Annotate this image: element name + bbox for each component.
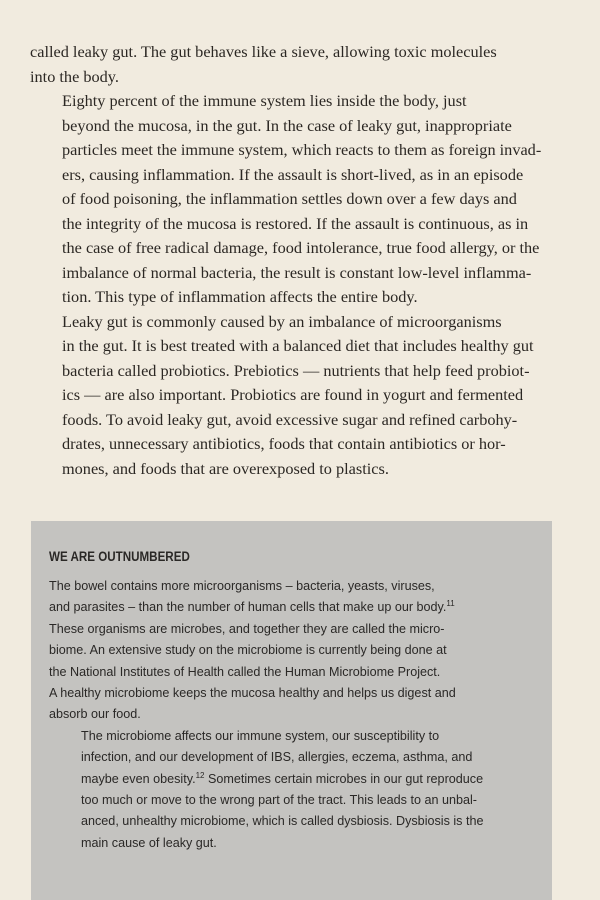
text-line: beyond the mucosa, in the gut. In the case of leaky gut, inappropriate [62, 115, 512, 135]
sidebar-title: WE ARE OUTNUMBERED [49, 549, 190, 564]
text-line: the integrity of the mucosa is restored. If the assault is continuous, as in [62, 213, 529, 233]
text-line: The bowel contains more microorganisms – bacteria, yeasts, viruses, [49, 579, 435, 593]
text-line: The microbiome affects our immune system, our susceptibility to [81, 728, 440, 743]
text-line: absorb our food. [49, 707, 141, 722]
text-line: of food poisoning, the inflammation settles down over a few days and [62, 189, 517, 208]
sidebar-text [49, 576, 534, 854]
text-line-content: maybe even obesity. [81, 771, 196, 786]
sidebar-paragraph-2 [49, 726, 534, 854]
text-line [49, 769, 534, 790]
text-line: imbalance of normal bacteria, the result is constant low-level inflamma- [62, 262, 532, 282]
paragraph-3 [30, 310, 552, 482]
text-line: the case of free radical damage, food intolerance, true food allergy, or the [62, 238, 540, 257]
text-line: Eighty percent of the immune system lies inside the body, just [62, 91, 467, 110]
text-line: Leaky gut is commonly caused by an imbalance of microorganisms [62, 311, 502, 331]
sidebar-box [31, 521, 552, 900]
text-line: foods. To avoid leaky gut, avoid excessive sugar and refined carbohy- [62, 409, 518, 429]
text-line [49, 597, 534, 618]
text-line: the National Institutes of Health called the Human Microbiome Project. [49, 664, 441, 679]
text-line: These organisms are microbes, and together they are called the micro- [49, 621, 445, 636]
text-line: anced, unhealthy microbiome, which is called dysbiosis. Dysbiosis is the [81, 814, 484, 829]
footnote-marker: 12 [195, 770, 205, 780]
text-line: tion. This type of inflammation affects the entire body. [62, 287, 418, 306]
text-line: ics — are also important. Probiotics are found in yogurt and fermented [62, 385, 524, 404]
text-line: ers, causing inflammation. If the assault is short-lived, as in an episode [62, 164, 524, 184]
text-line: biome. An extensive study on the microbiome is currently being done at [49, 643, 447, 658]
sidebar-paragraph-1 [49, 576, 534, 726]
text-line: in the gut. It is best treated with a balanced diet that includes healthy gut [62, 336, 534, 355]
footnote-marker: 11 [446, 599, 455, 609]
text-line: main cause of leaky gut. [81, 835, 217, 850]
text-line: infection, and our development of IBS, allergies, eczema, asthma, and [81, 750, 473, 765]
text-line-content: Sometimes certain microbes in our gut reproduce [207, 771, 484, 786]
text-line-content: and parasites – than the number of human cells that make up our body. [49, 600, 447, 615]
text-line: A healthy microbiome keeps the mucosa healthy and helps us digest and [49, 686, 456, 701]
text-line: drates, unnecessary antibiotics, foods that contain antibiotics or hor- [62, 434, 506, 453]
body-text [30, 40, 552, 481]
paragraph-1 [30, 40, 552, 89]
text-line: too much or move to the wrong part of the tract. This leads to an unbal- [81, 793, 477, 808]
text-line: called leaky gut. The gut behaves like a sieve, allowing toxic molecules [30, 42, 497, 61]
paragraph-2 [30, 89, 552, 310]
text-line: mones, and foods that are overexposed to plastics. [62, 458, 389, 478]
text-line: bacteria called probiotics. Prebiotics — nutrients that help feed probiot- [62, 360, 530, 380]
text-line: particles meet the immune system, which reacts to them as foreign invad- [62, 140, 542, 159]
text-line: into the body. [30, 66, 119, 86]
